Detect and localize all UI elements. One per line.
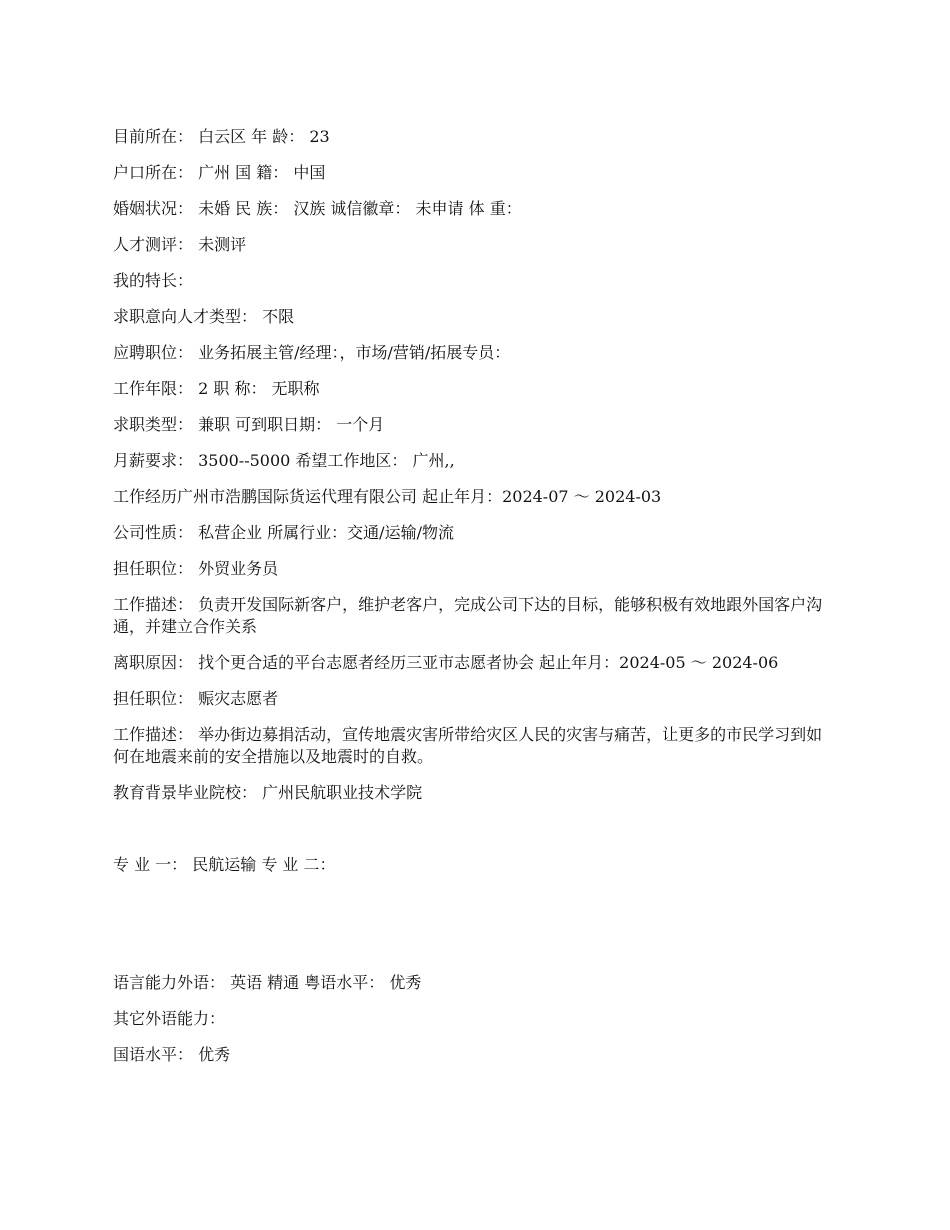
job-description-2: 工作描述： 举办街边募捐活动，宣传地震灾害所带给灾区人民的灾害与痛苦，让更多的市民学习到如何在地震来前的安全措施以及地震时的自救。 [113, 725, 823, 766]
job-type-availability: 求职类型： 兼职 可到职日期： 一个月 [113, 415, 385, 434]
applied-positions: 应聘职位： 业务拓展主管/经理：，市场/营销/拓展专员： [113, 343, 511, 362]
work-experience-company: 工作经历广州市浩鹏国际货运代理有限公司 起止年月：2024-07 ～ 2024-03 [113, 487, 662, 506]
company-nature-industry: 公司性质： 私营企业 所属行业：交通/运输/物流 [113, 523, 454, 542]
job-description-1: 工作描述： 负责开发国际新客户，维护老客户，完成公司下达的目标，能够积极有效地跟外国客户沟通，并建立合作关系 [113, 595, 823, 636]
marital-ethnicity-badge-weight: 婚姻状况： 未婚 民 族： 汉族 诚信徽章： 未申请 体 重： [113, 199, 522, 218]
majors: 专 业 一： 民航运输 专 业 二： [113, 855, 336, 874]
talent-assessment: 人才测评： 未测评 [113, 235, 247, 254]
salary-region: 月薪要求： 3500--5000 希望工作地区： 广州,, [113, 451, 455, 470]
work-years-title: 工作年限： 2 职 称： 无职称 [113, 379, 320, 398]
education-school: 教育背景毕业院校： 广州民航职业技术学院 [113, 783, 423, 802]
hukou-nationality: 户口所在： 广州 国 籍： 中国 [113, 163, 326, 182]
leaving-reason-volunteer: 离职原因： 找个更合适的平台志愿者经历三亚市志愿者协会 起止年月：2024-05 ～ 2024-06 [113, 653, 779, 672]
job-talent-type: 求职意向人才类型： 不限 [113, 307, 295, 326]
specialties: 我的特长： [113, 271, 194, 290]
other-languages: 其它外语能力： [113, 1009, 226, 1028]
current-location-age: 目前所在： 白云区 年 龄： 23 [113, 127, 330, 146]
language-ability: 语言能力外语： 英语 精通 粤语水平： 优秀 [113, 973, 422, 992]
position-held-2: 担任职位： 赈灾志愿者 [113, 689, 279, 708]
mandarin-level: 国语水平： 优秀 [113, 1045, 231, 1064]
resume-document [113, 126, 833, 1080]
position-held-1: 担任职位： 外贸业务员 [113, 559, 279, 578]
